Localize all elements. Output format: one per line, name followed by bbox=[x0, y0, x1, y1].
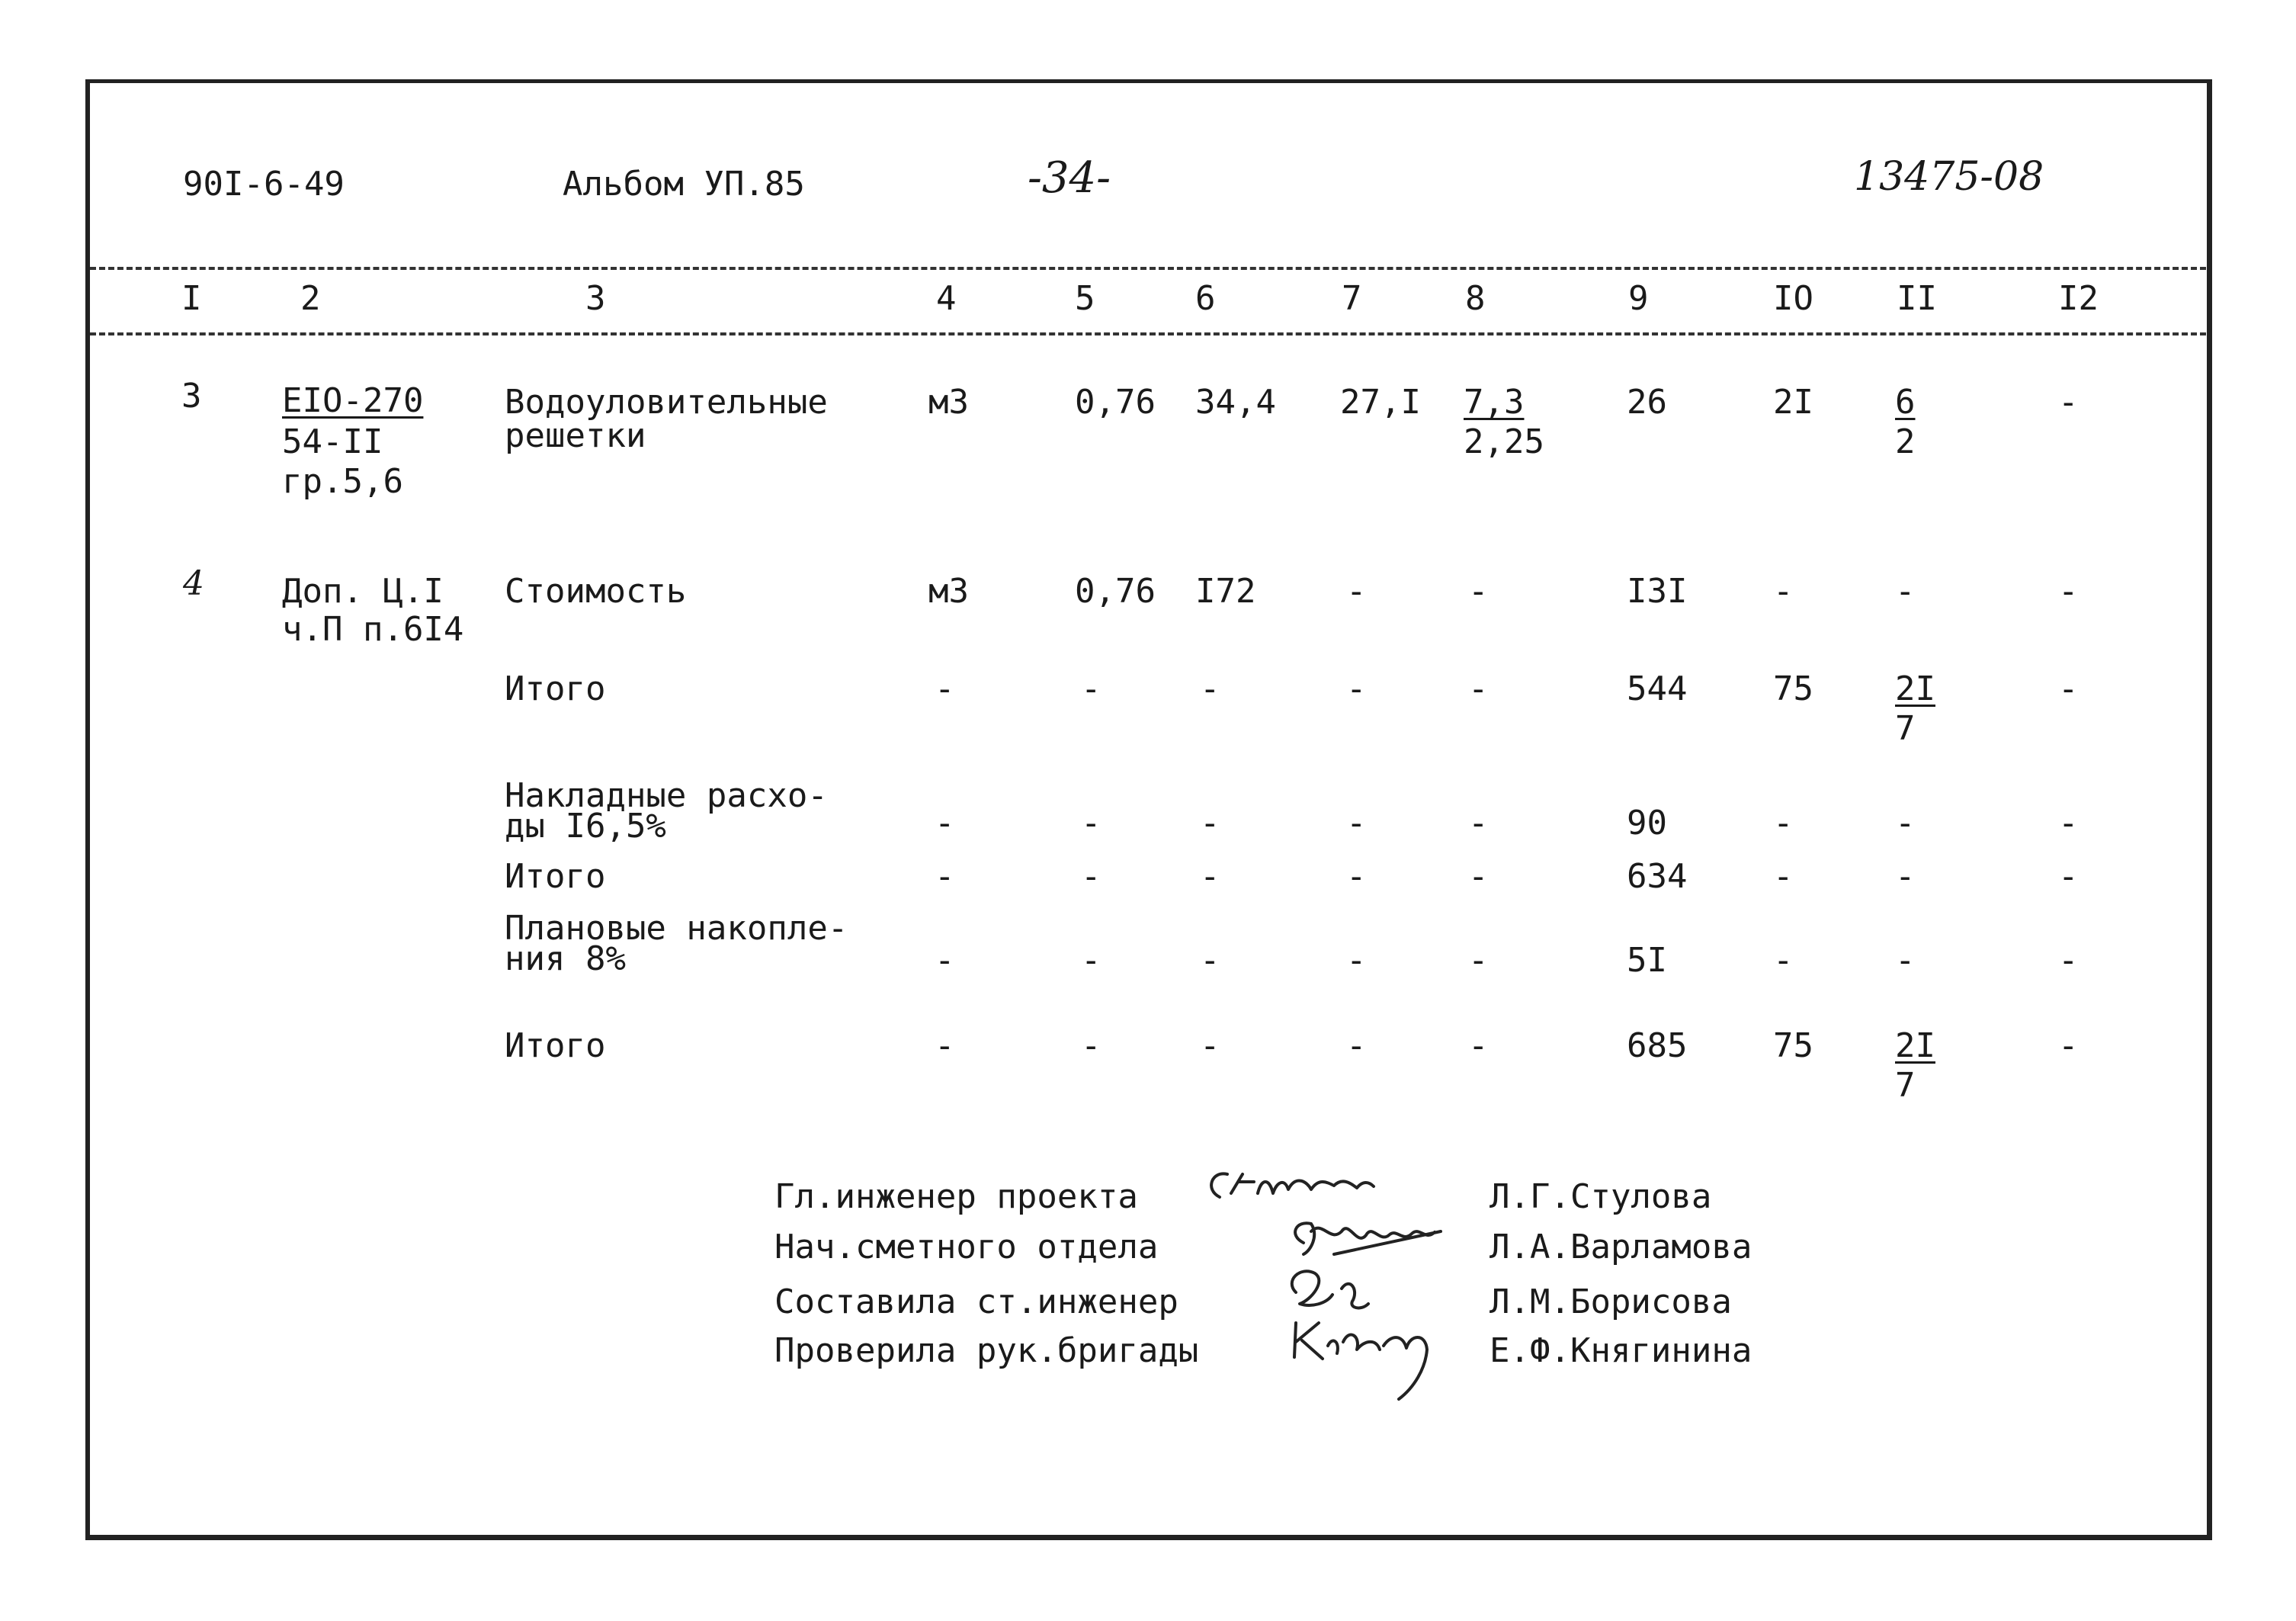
col8-fraction bbox=[1464, 383, 1544, 462]
col7-value: - bbox=[1346, 669, 1367, 708]
col8-value: - bbox=[1468, 572, 1489, 611]
unit-cost: 34,4 bbox=[1195, 383, 1276, 422]
header-rule-top bbox=[90, 267, 2206, 270]
col4-value: - bbox=[935, 804, 955, 843]
col5-value: - bbox=[1081, 857, 1102, 896]
unit: м3 bbox=[928, 383, 969, 422]
signer-role: Гл.инженер проекта bbox=[774, 1177, 1138, 1216]
col7-value: - bbox=[1346, 941, 1367, 980]
col-num: 7 bbox=[1342, 279, 1362, 318]
col5-value: - bbox=[1081, 1026, 1102, 1065]
quantity: 0,76 bbox=[1075, 383, 1156, 422]
norm-code-sub: 54-II bbox=[282, 422, 383, 461]
fraction-bottom: 2,25 bbox=[1464, 422, 1544, 461]
col11-value: - bbox=[1895, 804, 1916, 843]
planned-savings-label-cont: ния 8% bbox=[505, 939, 626, 978]
col11-fraction bbox=[1895, 1026, 1935, 1106]
fraction-bottom: 7 bbox=[1895, 709, 1916, 748]
norm-group: гр.5,6 bbox=[282, 462, 403, 501]
header-rule-bottom bbox=[90, 332, 2206, 335]
col5-value: - bbox=[1081, 941, 1102, 980]
overhead-label-cont: ды I6,5% bbox=[505, 807, 666, 846]
col4-value: - bbox=[935, 941, 955, 980]
col4-value: - bbox=[935, 857, 955, 896]
subtotal-label: Итого bbox=[505, 857, 606, 896]
col7-value: - bbox=[1346, 804, 1367, 843]
col-num: 6 bbox=[1195, 279, 1216, 318]
col-num: 9 bbox=[1628, 279, 1649, 318]
unit-cost: I72 bbox=[1195, 572, 1256, 611]
col12-value: - bbox=[2058, 572, 2079, 611]
col11-fraction bbox=[1895, 669, 1935, 749]
norm-code-sub: ч.П п.6I4 bbox=[282, 610, 464, 649]
col12-value: - bbox=[2058, 804, 2079, 843]
row-number: 3 bbox=[181, 377, 202, 416]
page-number: -34- bbox=[1028, 153, 1111, 203]
col6-value: - bbox=[1200, 669, 1220, 708]
col8-value: - bbox=[1468, 1026, 1489, 1065]
fraction-top: 2I bbox=[1895, 1026, 1935, 1065]
norm-code: Доп. Ц.I bbox=[282, 572, 444, 611]
total-cost: I3I bbox=[1627, 572, 1688, 611]
col12-value: - bbox=[2058, 857, 2079, 896]
signer-name: Л.Г.Стулова bbox=[1490, 1177, 1712, 1216]
col8-value: - bbox=[1468, 669, 1489, 708]
total-cost: 90 bbox=[1627, 804, 1667, 843]
col5-value: - bbox=[1081, 669, 1102, 708]
col11-fraction bbox=[1895, 383, 1916, 462]
col12-value: - bbox=[2058, 669, 2079, 708]
col6-value: - bbox=[1200, 1026, 1220, 1065]
col8-value: - bbox=[1468, 804, 1489, 843]
col10-value: - bbox=[1773, 572, 1794, 611]
signer-name: Е.Ф.Княгинина bbox=[1490, 1331, 1752, 1370]
col-num: 2 bbox=[300, 279, 321, 318]
signer-role: Нач.сметного отдела bbox=[774, 1228, 1159, 1266]
col10-value: - bbox=[1773, 804, 1794, 843]
signature-borisova bbox=[1292, 1271, 1368, 1308]
fraction-top: 6 bbox=[1895, 383, 1916, 422]
col-num: IO bbox=[1773, 279, 1813, 318]
total-cost: 634 bbox=[1627, 857, 1688, 896]
col6-value: - bbox=[1200, 857, 1220, 896]
total-cost: 26 bbox=[1627, 383, 1667, 422]
fraction-bottom: 2 bbox=[1895, 422, 1916, 461]
col10-value: 75 bbox=[1773, 669, 1813, 708]
album-label: Альбом УП.85 bbox=[563, 165, 805, 204]
col8-value: - bbox=[1468, 857, 1489, 896]
col12-value: - bbox=[2058, 941, 2079, 980]
col11-value: - bbox=[1895, 941, 1916, 980]
col5-value: - bbox=[1081, 804, 1102, 843]
col7-value: 27,I bbox=[1340, 383, 1421, 422]
signature-knyaginina bbox=[1294, 1323, 1427, 1399]
fraction-top: 7,3 bbox=[1464, 383, 1525, 422]
col-num: 4 bbox=[936, 279, 957, 318]
grand-total-label: Итого bbox=[505, 1026, 606, 1065]
quantity: 0,76 bbox=[1075, 572, 1156, 611]
col8-value: - bbox=[1468, 941, 1489, 980]
col11-value: - bbox=[1895, 572, 1916, 611]
col-num: 5 bbox=[1075, 279, 1095, 318]
total-cost: 685 bbox=[1627, 1026, 1688, 1065]
col7-value: - bbox=[1346, 572, 1367, 611]
fraction-top: 2I bbox=[1895, 669, 1935, 708]
unit: м3 bbox=[928, 572, 969, 611]
col11-value: - bbox=[1895, 857, 1916, 896]
total-cost: 5I bbox=[1627, 941, 1667, 980]
col4-value: - bbox=[935, 1026, 955, 1065]
col6-value: - bbox=[1200, 941, 1220, 980]
col4-value: - bbox=[935, 669, 955, 708]
row-number: 4 bbox=[183, 564, 204, 603]
col7-value: - bbox=[1346, 857, 1367, 896]
project-code: 90I-6-49 bbox=[183, 165, 345, 204]
col10-value: 75 bbox=[1773, 1026, 1813, 1065]
total-cost: 544 bbox=[1627, 669, 1688, 708]
col-num: 3 bbox=[585, 279, 606, 318]
col-num: I bbox=[181, 279, 202, 318]
col-num: II bbox=[1897, 279, 1937, 318]
norm-code: EIO-270 bbox=[282, 381, 424, 420]
item-name-cont: решетки bbox=[505, 416, 646, 455]
col-num: I2 bbox=[2058, 279, 2099, 318]
subtotal-label: Итого bbox=[505, 669, 606, 708]
col10-value: - bbox=[1773, 941, 1794, 980]
signature-scribbles bbox=[1197, 1159, 1517, 1411]
item-name: Водоуловительные bbox=[505, 383, 828, 422]
signature-stulova bbox=[1211, 1173, 1374, 1197]
document-number: 13475-08 bbox=[1854, 154, 2044, 200]
item-name: Стоимость bbox=[505, 572, 687, 611]
signer-role: Составила ст.инженер bbox=[774, 1282, 1178, 1321]
col-num: 8 bbox=[1465, 279, 1486, 318]
planned-savings-label: Плановые накопле- bbox=[505, 909, 848, 948]
fraction-bottom: 7 bbox=[1895, 1066, 1916, 1105]
col7-value: - bbox=[1346, 1026, 1367, 1065]
col6-value: - bbox=[1200, 804, 1220, 843]
col12-value: - bbox=[2058, 1026, 2079, 1065]
signature-varlamova bbox=[1295, 1223, 1441, 1254]
overhead-label: Накладные расхо- bbox=[505, 776, 828, 815]
col10-value: 2I bbox=[1773, 383, 1813, 422]
signer-name: Л.А.Варламова bbox=[1490, 1228, 1752, 1266]
signer-name: Л.М.Борисова bbox=[1490, 1282, 1732, 1321]
col12-value: - bbox=[2058, 383, 2079, 422]
signer-role: Проверила рук.бригады bbox=[774, 1331, 1199, 1370]
col10-value: - bbox=[1773, 857, 1794, 896]
